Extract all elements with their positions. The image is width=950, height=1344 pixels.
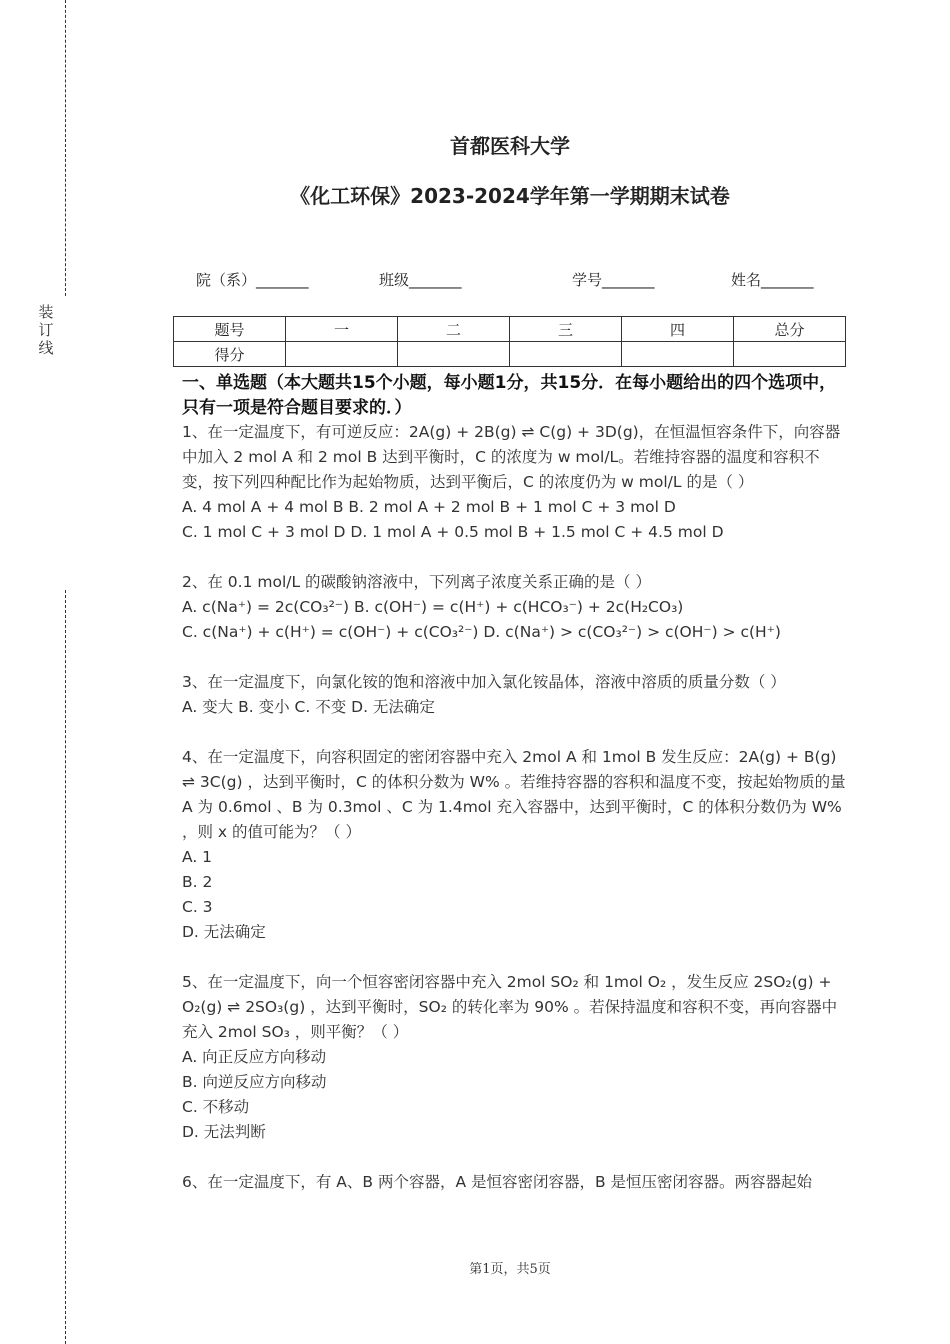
question-option: C. 3	[182, 898, 213, 916]
question-option: C. c(Na⁺) + c(H⁺) = c(OH⁻) + c(CO₃²⁻) D. c(Na⁺) > c(CO₃²⁻) > c(OH⁻) > c(H⁺)	[182, 623, 781, 641]
table-header-cell: 一	[286, 317, 398, 342]
question-stem: 1、在一定温度下，有可逆反应：2A(g) + 2B(g) ⇌ C(g) + 3D(g)，在恒温恒容条件下，向容器中加入 2 mol A 和 2 mol B 达到平衡时，C 的浓度为 w mol/L。若维持容器的温度和容积不变，按下列四种配比作为起始物质，达到平衡后，C 的浓度仍为 w mol/L 的是（ ）	[182, 423, 841, 491]
binding-line-bottom	[65, 590, 66, 1344]
question-option: A. 向正反应方向移动	[182, 1048, 327, 1066]
question-1	[182, 420, 847, 545]
question-option: B. 向逆反应方向移动	[182, 1073, 327, 1091]
question-stem: 2、在 0.1 mol/L 的碳酸钠溶液中，下列离子浓度关系正确的是（ ）	[182, 573, 651, 591]
questions-area	[182, 420, 847, 1220]
question-4	[182, 745, 847, 945]
question-stem: 6、在一定温度下，有 A、B 两个容器，A 是恒容密闭容器，B 是恒压密闭容器。两容器起始	[182, 1173, 813, 1191]
question-6	[182, 1170, 847, 1195]
question-option: B. 2	[182, 873, 213, 891]
binding-char: 装	[38, 303, 54, 321]
binding-char: 线	[38, 339, 54, 357]
question-stem: 4、在一定温度下，向容积固定的密闭容器中充入 2mol A 和 1mol B 发生反应：2A(g) + B(g) ⇌ 3C(g) ，达到平衡时，C 的体积分数为 W% 。若维持容器的容积和温度不变，按起始物质的量 A 为 0.6mol 、B 为 0.3mol 、C 为 1.4mol 充入容器中，达到平衡时，C 的体积分数仍为 W% ，则 x 的值可能为？（ ）	[182, 748, 846, 841]
table-header-cell: 总分	[734, 317, 846, 342]
score-cell	[398, 342, 510, 367]
question-option: C. 不移动	[182, 1098, 250, 1116]
score-cell	[286, 342, 398, 367]
exam-title: 《化工环保》2023-2024学年第一学期期末试卷	[290, 184, 730, 208]
question-stem: 5、在一定温度下，向一个恒容密闭容器中充入 2mol SO₂ 和 1mol O₂ ，发生反应 2SO₂(g) + O₂(g) ⇌ 2SO₃(g) ，达到平衡时，SO₂ 的转化率为 90% 。若保持温度和容积不变，再向容器中充入 2mol SO₃ ，则平衡？（ ）	[182, 973, 838, 1041]
table-header-cell: 题号	[174, 317, 286, 342]
score-cell	[622, 342, 734, 367]
question-option: A. 1	[182, 848, 213, 866]
name-field: 姓名_______	[731, 271, 814, 289]
student-id-field: 学号_______	[572, 271, 655, 289]
score-cell	[510, 342, 622, 367]
question-3	[182, 670, 847, 720]
question-option: A. 4 mol A + 4 mol B B. 2 mol A + 2 mol B + 1 mol C + 3 mol D	[182, 498, 676, 516]
question-option: D. 无法确定	[182, 923, 266, 941]
question-stem: 3、在一定温度下，向氯化铵的饱和溶液中加入氯化铵晶体，溶液中溶质的质量分数（ ）	[182, 673, 786, 691]
class-field: 班级_______	[379, 271, 462, 289]
score-cell	[734, 342, 846, 367]
section-heading: 一、单选题（本大题共15个小题，每小题1分，共15分．在每小题给出的四个选项中，只有一项是符合题目要求的．）	[182, 373, 837, 418]
page-footer: 第1页，共5页	[469, 1262, 551, 1277]
score-table-header-row	[174, 317, 846, 342]
score-table-score-row	[174, 342, 846, 367]
binding-label	[38, 303, 54, 357]
question-option: C. 1 mol C + 3 mol D D. 1 mol A + 0.5 mol B + 1.5 mol C + 4.5 mol D	[182, 523, 724, 541]
department-field: 院（系）_______	[196, 271, 309, 289]
table-header-cell: 二	[398, 317, 510, 342]
binding-char: 订	[38, 321, 54, 339]
question-5	[182, 970, 847, 1145]
score-table	[173, 316, 846, 367]
school-name: 首都医科大学	[450, 134, 570, 158]
question-option: A. 变大 B. 变小 C. 不变 D. 无法确定	[182, 698, 435, 716]
question-2	[182, 570, 847, 645]
question-option: D. 无法判断	[182, 1123, 266, 1141]
score-row-label: 得分	[174, 342, 286, 367]
table-header-cell: 三	[510, 317, 622, 342]
question-option: A. c(Na⁺) = 2c(CO₃²⁻) B. c(OH⁻) = c(H⁺) + c(HCO₃⁻) + 2c(H₂CO₃)	[182, 598, 684, 616]
table-header-cell: 四	[622, 317, 734, 342]
